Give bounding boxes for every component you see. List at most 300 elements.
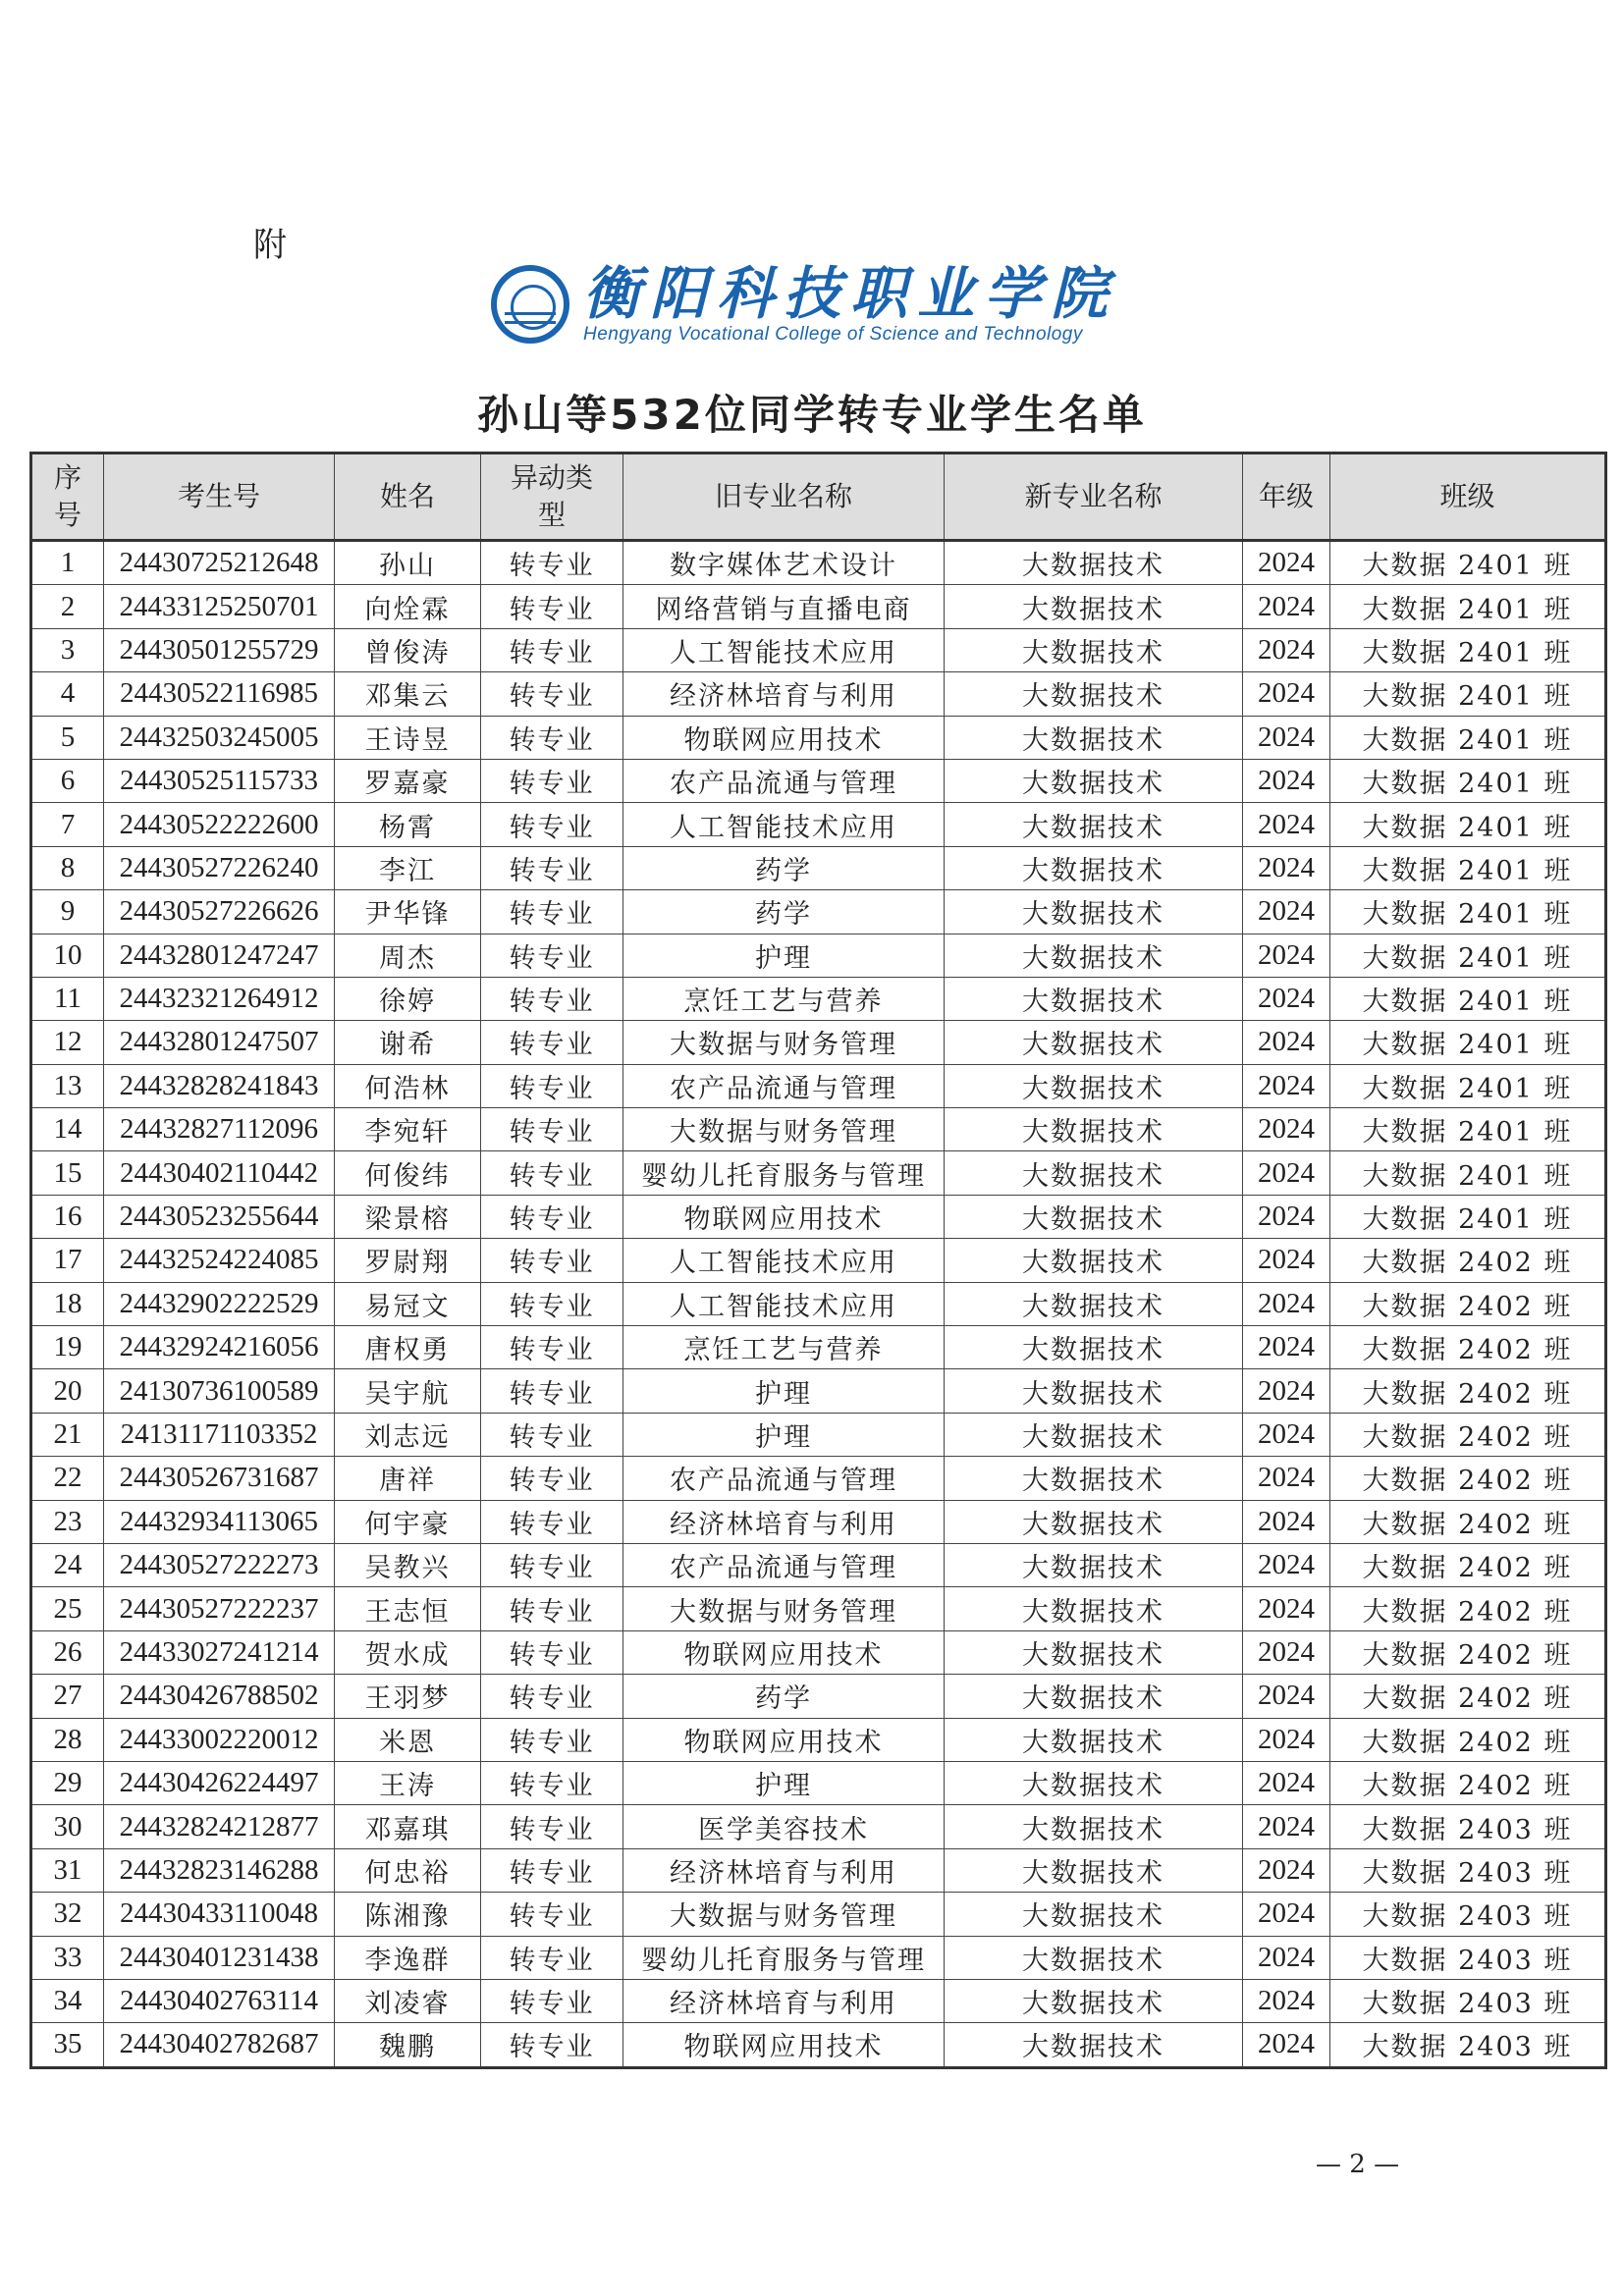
cell-index: 24 <box>31 1543 104 1586</box>
cell-new-major: 大数据技术 <box>945 1282 1243 1325</box>
cell-exam-id: 24131171103352 <box>104 1413 335 1456</box>
cell-index: 12 <box>31 1021 104 1064</box>
cell-name: 邓集云 <box>335 672 481 716</box>
cell-new-major: 大数据技术 <box>945 977 1243 1020</box>
cell-exam-id: 24430401231438 <box>104 1936 335 1979</box>
cell-grade: 2024 <box>1243 1675 1330 1718</box>
college-logo <box>491 260 1118 346</box>
cell-change-type: 转专业 <box>481 1369 623 1413</box>
cell-class: 大数据 2401 班 <box>1330 803 1606 846</box>
cell-name: 魏鹏 <box>335 2023 481 2067</box>
table-row <box>31 1064 1606 1107</box>
cell-new-major: 大数据技术 <box>945 1021 1243 1064</box>
cell-name: 向烇霖 <box>335 585 481 628</box>
cell-class: 大数据 2403 班 <box>1330 1979 1606 2022</box>
cell-class: 大数据 2402 班 <box>1330 1326 1606 1369</box>
cell-name: 吴教兴 <box>335 1543 481 1586</box>
cell-new-major: 大数据技术 <box>945 759 1243 802</box>
cell-exam-id: 24430426788502 <box>104 1675 335 1718</box>
cell-grade: 2024 <box>1243 541 1330 585</box>
cell-name: 刘凌睿 <box>335 1979 481 2022</box>
cell-grade: 2024 <box>1243 1369 1330 1413</box>
table-row <box>31 585 1606 628</box>
cell-change-type: 转专业 <box>481 1893 623 1936</box>
cell-class: 大数据 2401 班 <box>1330 716 1606 759</box>
cell-grade: 2024 <box>1243 1151 1330 1195</box>
cell-change-type: 转专业 <box>481 1675 623 1718</box>
cell-class: 大数据 2401 班 <box>1330 541 1606 585</box>
cell-index: 19 <box>31 1326 104 1369</box>
cell-old-major: 物联网应用技术 <box>623 1630 945 1674</box>
cell-change-type: 转专业 <box>481 1848 623 1892</box>
cell-new-major: 大数据技术 <box>945 934 1243 977</box>
cell-class: 大数据 2403 班 <box>1330 1893 1606 1936</box>
cell-name: 唐权勇 <box>335 1326 481 1369</box>
annex-label: 附 <box>253 226 287 265</box>
table-row <box>31 803 1606 846</box>
cell-grade: 2024 <box>1243 1936 1330 1979</box>
cell-name: 杨霄 <box>335 803 481 846</box>
cell-class: 大数据 2401 班 <box>1330 1195 1606 1238</box>
cell-new-major: 大数据技术 <box>945 1369 1243 1413</box>
cell-name: 何浩林 <box>335 1064 481 1107</box>
header-change-type: 异动类型 <box>481 454 623 541</box>
cell-name: 吴宇航 <box>335 1369 481 1413</box>
cell-exam-id: 24432823146288 <box>104 1848 335 1892</box>
cell-new-major: 大数据技术 <box>945 1151 1243 1195</box>
cell-class: 大数据 2401 班 <box>1330 977 1606 1020</box>
cell-grade: 2024 <box>1243 1326 1330 1369</box>
cell-new-major: 大数据技术 <box>945 803 1243 846</box>
cell-index: 2 <box>31 585 104 628</box>
cell-index: 11 <box>31 977 104 1020</box>
cell-exam-id: 24432902222529 <box>104 1282 335 1325</box>
table-row <box>31 977 1606 1020</box>
cell-index: 5 <box>31 716 104 759</box>
cell-index: 13 <box>31 1064 104 1107</box>
cell-old-major: 经济林培育与利用 <box>623 1979 945 2022</box>
cell-change-type: 转专业 <box>481 803 623 846</box>
cell-class: 大数据 2401 班 <box>1330 846 1606 889</box>
cell-old-major: 护理 <box>623 1369 945 1413</box>
student-transfer-table <box>29 452 1607 2069</box>
cell-class: 大数据 2403 班 <box>1330 1848 1606 1892</box>
cell-name: 邓嘉琪 <box>335 1805 481 1848</box>
header-class: 班级 <box>1330 454 1606 541</box>
table-row <box>31 1718 1606 1761</box>
cell-class: 大数据 2401 班 <box>1330 934 1606 977</box>
table-row <box>31 934 1606 977</box>
table-row <box>31 628 1606 671</box>
logo-chinese-name: 衡阳科技职业学院 <box>583 260 1118 327</box>
cell-exam-id: 24432827112096 <box>104 1108 335 1151</box>
cell-name: 罗嘉豪 <box>335 759 481 802</box>
cell-new-major: 大数据技术 <box>945 1500 1243 1543</box>
cell-change-type: 转专业 <box>481 1282 623 1325</box>
table-row <box>31 846 1606 889</box>
cell-class: 大数据 2402 班 <box>1330 1413 1606 1456</box>
cell-grade: 2024 <box>1243 1195 1330 1238</box>
cell-old-major: 人工智能技术应用 <box>623 628 945 671</box>
cell-name: 谢希 <box>335 1021 481 1064</box>
cell-change-type: 转专业 <box>481 672 623 716</box>
cell-index: 28 <box>31 1718 104 1761</box>
cell-grade: 2024 <box>1243 1587 1330 1630</box>
cell-class: 大数据 2401 班 <box>1330 585 1606 628</box>
table-row <box>31 1805 1606 1848</box>
cell-index: 21 <box>31 1413 104 1456</box>
table-row <box>31 759 1606 802</box>
cell-change-type: 转专业 <box>481 585 623 628</box>
cell-name: 李宛轩 <box>335 1108 481 1151</box>
cell-name: 尹华锋 <box>335 890 481 934</box>
cell-index: 20 <box>31 1369 104 1413</box>
cell-class: 大数据 2402 班 <box>1330 1457 1606 1500</box>
table-row <box>31 1893 1606 1936</box>
cell-old-major: 烹饪工艺与营养 <box>623 977 945 1020</box>
cell-exam-id: 24430433110048 <box>104 1893 335 1936</box>
cell-grade: 2024 <box>1243 1282 1330 1325</box>
cell-change-type: 转专业 <box>481 1805 623 1848</box>
cell-index: 32 <box>31 1893 104 1936</box>
cell-class: 大数据 2401 班 <box>1330 1064 1606 1107</box>
cell-change-type: 转专业 <box>481 541 623 585</box>
cell-class: 大数据 2401 班 <box>1330 759 1606 802</box>
cell-new-major: 大数据技术 <box>945 1413 1243 1456</box>
cell-change-type: 转专业 <box>481 934 623 977</box>
cell-old-major: 经济林培育与利用 <box>623 1848 945 1892</box>
cell-class: 大数据 2403 班 <box>1330 2023 1606 2067</box>
table-row <box>31 716 1606 759</box>
cell-grade: 2024 <box>1243 1630 1330 1674</box>
cell-class: 大数据 2402 班 <box>1330 1239 1606 1282</box>
cell-new-major: 大数据技术 <box>945 1543 1243 1586</box>
table-row <box>31 1021 1606 1064</box>
cell-name: 梁景榕 <box>335 1195 481 1238</box>
cell-exam-id: 24430523255644 <box>104 1195 335 1238</box>
table-row <box>31 890 1606 934</box>
cell-change-type: 转专业 <box>481 1195 623 1238</box>
cell-grade: 2024 <box>1243 803 1330 846</box>
table-row <box>31 1848 1606 1892</box>
cell-change-type: 转专业 <box>481 846 623 889</box>
cell-class: 大数据 2402 班 <box>1330 1675 1606 1718</box>
cell-change-type: 转专业 <box>481 1151 623 1195</box>
cell-name: 米恩 <box>335 1718 481 1761</box>
cell-name: 李逸群 <box>335 1936 481 1979</box>
cell-old-major: 烹饪工艺与营养 <box>623 1326 945 1369</box>
cell-grade: 2024 <box>1243 1457 1330 1500</box>
cell-new-major: 大数据技术 <box>945 1239 1243 1282</box>
cell-index: 33 <box>31 1936 104 1979</box>
cell-exam-id: 24432824212877 <box>104 1805 335 1848</box>
cell-new-major: 大数据技术 <box>945 1718 1243 1761</box>
cell-new-major: 大数据技术 <box>945 890 1243 934</box>
cell-class: 大数据 2403 班 <box>1330 1805 1606 1848</box>
cell-old-major: 药学 <box>623 1675 945 1718</box>
cell-old-major: 婴幼儿托育服务与管理 <box>623 1936 945 1979</box>
cell-index: 27 <box>31 1675 104 1718</box>
cell-index: 3 <box>31 628 104 671</box>
cell-grade: 2024 <box>1243 585 1330 628</box>
cell-index: 8 <box>31 846 104 889</box>
header-old-major: 旧专业名称 <box>623 454 945 541</box>
cell-index: 9 <box>31 890 104 934</box>
cell-old-major: 经济林培育与利用 <box>623 1500 945 1543</box>
cell-exam-id: 24433002220012 <box>104 1718 335 1761</box>
cell-grade: 2024 <box>1243 1108 1330 1151</box>
header-index: 序号 <box>31 454 104 541</box>
cell-new-major: 大数据技术 <box>945 1195 1243 1238</box>
cell-index: 4 <box>31 672 104 716</box>
cell-class: 大数据 2401 班 <box>1330 1108 1606 1151</box>
cell-name: 曾俊涛 <box>335 628 481 671</box>
cell-new-major: 大数据技术 <box>945 1108 1243 1151</box>
cell-change-type: 转专业 <box>481 1413 623 1456</box>
cell-exam-id: 24430527226626 <box>104 890 335 934</box>
table-row <box>31 1195 1606 1238</box>
cell-index: 29 <box>31 1761 104 1804</box>
cell-change-type: 转专业 <box>481 1457 623 1500</box>
cell-new-major: 大数据技术 <box>945 628 1243 671</box>
cell-old-major: 药学 <box>623 846 945 889</box>
table-row <box>31 1543 1606 1586</box>
cell-old-major: 婴幼儿托育服务与管理 <box>623 1151 945 1195</box>
cell-new-major: 大数据技术 <box>945 1457 1243 1500</box>
cell-exam-id: 24432524224085 <box>104 1239 335 1282</box>
cell-change-type: 转专业 <box>481 1021 623 1064</box>
cell-exam-id: 24432801247507 <box>104 1021 335 1064</box>
cell-grade: 2024 <box>1243 1718 1330 1761</box>
header-exam-id: 考生号 <box>104 454 335 541</box>
college-seal-icon <box>491 265 569 344</box>
cell-old-major: 经济林培育与利用 <box>623 672 945 716</box>
cell-change-type: 转专业 <box>481 890 623 934</box>
cell-index: 23 <box>31 1500 104 1543</box>
cell-index: 25 <box>31 1587 104 1630</box>
cell-grade: 2024 <box>1243 934 1330 977</box>
cell-grade: 2024 <box>1243 846 1330 889</box>
cell-exam-id: 24430725212648 <box>104 541 335 585</box>
cell-grade: 2024 <box>1243 1064 1330 1107</box>
table-header-row <box>31 454 1606 541</box>
cell-grade: 2024 <box>1243 977 1330 1020</box>
cell-index: 35 <box>31 2023 104 2067</box>
cell-old-major: 大数据与财务管理 <box>623 1021 945 1064</box>
cell-new-major: 大数据技术 <box>945 1675 1243 1718</box>
cell-index: 16 <box>31 1195 104 1238</box>
cell-new-major: 大数据技术 <box>945 585 1243 628</box>
cell-grade: 2024 <box>1243 759 1330 802</box>
cell-exam-id: 24430402110442 <box>104 1151 335 1195</box>
cell-grade: 2024 <box>1243 1021 1330 1064</box>
cell-change-type: 转专业 <box>481 1936 623 1979</box>
cell-old-major: 大数据与财务管理 <box>623 1108 945 1151</box>
cell-new-major: 大数据技术 <box>945 846 1243 889</box>
cell-old-major: 人工智能技术应用 <box>623 803 945 846</box>
cell-name: 王诗昱 <box>335 716 481 759</box>
cell-new-major: 大数据技术 <box>945 2023 1243 2067</box>
cell-new-major: 大数据技术 <box>945 1630 1243 1674</box>
cell-grade: 2024 <box>1243 1893 1330 1936</box>
cell-grade: 2024 <box>1243 1805 1330 1848</box>
cell-change-type: 转专业 <box>481 1718 623 1761</box>
cell-index: 10 <box>31 934 104 977</box>
cell-name: 王志恒 <box>335 1587 481 1630</box>
cell-exam-id: 24432828241843 <box>104 1064 335 1107</box>
cell-index: 14 <box>31 1108 104 1151</box>
table-row <box>31 1151 1606 1195</box>
cell-exam-id: 24432321264912 <box>104 977 335 1020</box>
table-row <box>31 1326 1606 1369</box>
table-row <box>31 1369 1606 1413</box>
cell-exam-id: 24430402763114 <box>104 1979 335 2022</box>
cell-index: 34 <box>31 1979 104 2022</box>
cell-exam-id: 24430501255729 <box>104 628 335 671</box>
cell-name: 王涛 <box>335 1761 481 1804</box>
cell-change-type: 转专业 <box>481 1543 623 1586</box>
cell-old-major: 农产品流通与管理 <box>623 1457 945 1500</box>
cell-new-major: 大数据技术 <box>945 1064 1243 1107</box>
table-row <box>31 1413 1606 1456</box>
cell-exam-id: 24130736100589 <box>104 1369 335 1413</box>
cell-grade: 2024 <box>1243 1413 1330 1456</box>
cell-class: 大数据 2402 班 <box>1330 1282 1606 1325</box>
cell-name: 易冠文 <box>335 1282 481 1325</box>
cell-exam-id: 24430527226240 <box>104 846 335 889</box>
cell-change-type: 转专业 <box>481 628 623 671</box>
cell-old-major: 物联网应用技术 <box>623 1195 945 1238</box>
table-row <box>31 1500 1606 1543</box>
cell-change-type: 转专业 <box>481 1587 623 1630</box>
cell-grade: 2024 <box>1243 716 1330 759</box>
cell-index: 1 <box>31 541 104 585</box>
cell-new-major: 大数据技术 <box>945 672 1243 716</box>
cell-name: 刘志远 <box>335 1413 481 1456</box>
cell-new-major: 大数据技术 <box>945 1805 1243 1848</box>
cell-exam-id: 24432924216056 <box>104 1326 335 1369</box>
table-row <box>31 1979 1606 2022</box>
cell-grade: 2024 <box>1243 2023 1330 2067</box>
header-grade: 年级 <box>1243 454 1330 541</box>
cell-grade: 2024 <box>1243 1848 1330 1892</box>
cell-index: 6 <box>31 759 104 802</box>
table-row <box>31 1587 1606 1630</box>
cell-change-type: 转专业 <box>481 1108 623 1151</box>
cell-index: 31 <box>31 1848 104 1892</box>
table-row <box>31 1630 1606 1674</box>
cell-exam-id: 24430525115733 <box>104 759 335 802</box>
cell-class: 大数据 2402 班 <box>1330 1500 1606 1543</box>
table-row <box>31 1239 1606 1282</box>
cell-change-type: 转专业 <box>481 1064 623 1107</box>
cell-index: 7 <box>31 803 104 846</box>
cell-old-major: 物联网应用技术 <box>623 1718 945 1761</box>
cell-change-type: 转专业 <box>481 1630 623 1674</box>
cell-change-type: 转专业 <box>481 1979 623 2022</box>
table-row <box>31 541 1606 585</box>
cell-index: 15 <box>31 1151 104 1195</box>
cell-class: 大数据 2402 班 <box>1330 1718 1606 1761</box>
cell-class: 大数据 2401 班 <box>1330 890 1606 934</box>
cell-old-major: 护理 <box>623 1413 945 1456</box>
cell-exam-id: 24432801247247 <box>104 934 335 977</box>
cell-name: 李江 <box>335 846 481 889</box>
cell-grade: 2024 <box>1243 1979 1330 2022</box>
cell-exam-id: 24430522222600 <box>104 803 335 846</box>
cell-name: 唐祥 <box>335 1457 481 1500</box>
cell-change-type: 转专业 <box>481 1500 623 1543</box>
cell-new-major: 大数据技术 <box>945 1326 1243 1369</box>
cell-old-major: 农产品流通与管理 <box>623 759 945 802</box>
table-row <box>31 2023 1606 2067</box>
cell-name: 何宇豪 <box>335 1500 481 1543</box>
cell-old-major: 大数据与财务管理 <box>623 1893 945 1936</box>
cell-exam-id: 24430402782687 <box>104 2023 335 2067</box>
cell-class: 大数据 2402 班 <box>1330 1369 1606 1413</box>
cell-old-major: 物联网应用技术 <box>623 2023 945 2067</box>
cell-class: 大数据 2401 班 <box>1330 628 1606 671</box>
cell-name: 罗尉翔 <box>335 1239 481 1282</box>
cell-index: 22 <box>31 1457 104 1500</box>
cell-exam-id: 24433027241214 <box>104 1630 335 1674</box>
cell-grade: 2024 <box>1243 628 1330 671</box>
cell-new-major: 大数据技术 <box>945 716 1243 759</box>
cell-change-type: 转专业 <box>481 1326 623 1369</box>
cell-exam-id: 24433125250701 <box>104 585 335 628</box>
cell-new-major: 大数据技术 <box>945 1848 1243 1892</box>
cell-grade: 2024 <box>1243 890 1330 934</box>
cell-new-major: 大数据技术 <box>945 1587 1243 1630</box>
cell-grade: 2024 <box>1243 1761 1330 1804</box>
cell-class: 大数据 2402 班 <box>1330 1587 1606 1630</box>
table-row <box>31 1282 1606 1325</box>
cell-old-major: 大数据与财务管理 <box>623 1587 945 1630</box>
cell-old-major: 农产品流通与管理 <box>623 1543 945 1586</box>
cell-class: 大数据 2401 班 <box>1330 1151 1606 1195</box>
cell-name: 孙山 <box>335 541 481 585</box>
table-row <box>31 1675 1606 1718</box>
cell-grade: 2024 <box>1243 1543 1330 1586</box>
cell-name: 徐婷 <box>335 977 481 1020</box>
cell-class: 大数据 2402 班 <box>1330 1543 1606 1586</box>
cell-exam-id: 24430522116985 <box>104 672 335 716</box>
cell-exam-id: 24430526731687 <box>104 1457 335 1500</box>
cell-grade: 2024 <box>1243 1239 1330 1282</box>
cell-change-type: 转专业 <box>481 1239 623 1282</box>
cell-grade: 2024 <box>1243 1500 1330 1543</box>
table-row <box>31 1457 1606 1500</box>
cell-class: 大数据 2403 班 <box>1330 1936 1606 1979</box>
cell-change-type: 转专业 <box>481 759 623 802</box>
cell-old-major: 护理 <box>623 934 945 977</box>
cell-old-major: 人工智能技术应用 <box>623 1239 945 1282</box>
logo-english-name: Hengyang Vocational College of Science and Technology <box>583 324 1083 345</box>
table-row <box>31 1936 1606 1979</box>
cell-exam-id: 24432503245005 <box>104 716 335 759</box>
cell-exam-id: 24430426224497 <box>104 1761 335 1804</box>
cell-class: 大数据 2401 班 <box>1330 672 1606 716</box>
cell-change-type: 转专业 <box>481 1761 623 1804</box>
cell-name: 王羽梦 <box>335 1675 481 1718</box>
cell-change-type: 转专业 <box>481 716 623 759</box>
cell-old-major: 网络营销与直播电商 <box>623 585 945 628</box>
cell-change-type: 转专业 <box>481 977 623 1020</box>
cell-old-major: 医学美容技术 <box>623 1805 945 1848</box>
cell-old-major: 农产品流通与管理 <box>623 1064 945 1107</box>
header-new-major: 新专业名称 <box>945 454 1243 541</box>
cell-class: 大数据 2401 班 <box>1330 1021 1606 1064</box>
